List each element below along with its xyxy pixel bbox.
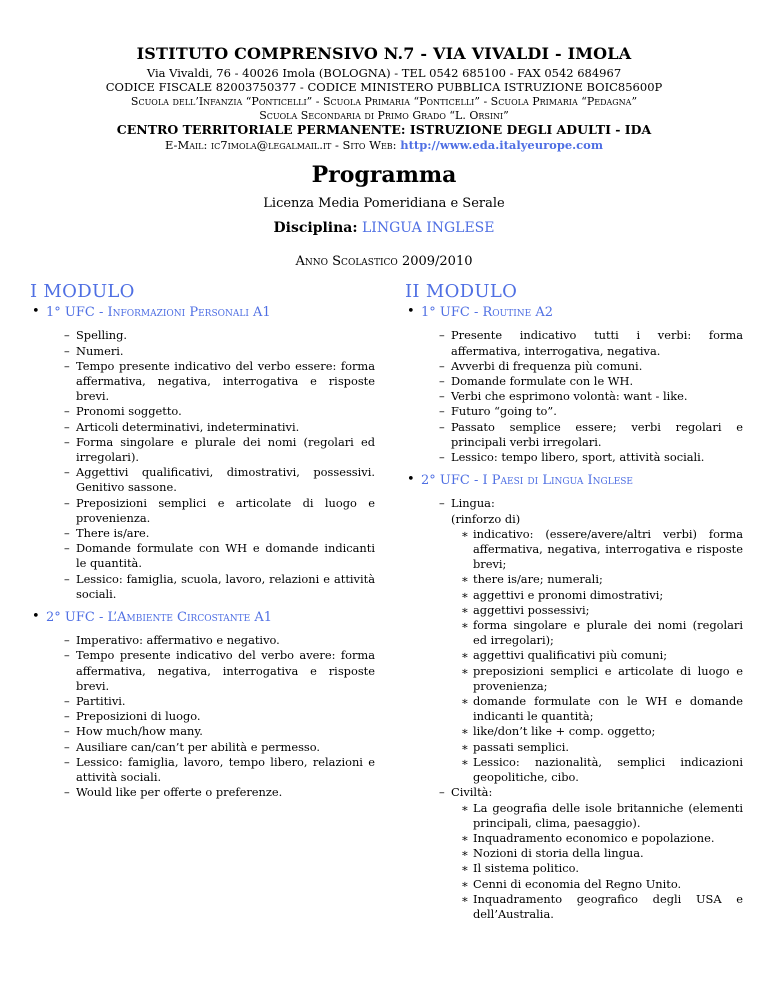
list-item: – Futuro “going to”. <box>439 404 743 419</box>
list-item: – Lessico: famiglia, lavoro, tempo libero, relazioni e attività sociali. <box>64 755 375 785</box>
list-item: ∗ there is/are; numerali; <box>461 572 743 587</box>
list-item: – Domande formulate con WH e domande indicanti le quantità. <box>64 541 375 571</box>
list-item: ∗ Nozioni di storia della lingua. <box>461 846 743 861</box>
list-item: ∗ like/don’t like + comp. oggetto; <box>461 724 743 739</box>
ufc-4-title: • 2° UFC - I Paesi di Lingua Inglese <box>405 473 743 488</box>
school-codes: CODICE FISCALE 82003750377 - CODICE MINISTERO PUBBLICA ISTRUZIONE BOIC85600P <box>105 80 663 94</box>
email-address: ic7imola@legalmail.it <box>211 138 332 152</box>
list-item: – Avverbi di frequenza più comuni. <box>439 359 743 374</box>
list-item: – Presente indicativo tutti i verbi: forma affermativa, interrogativa, negativa. <box>439 328 743 358</box>
civilta-label: – Civiltà: <box>451 785 493 800</box>
civilta-section <box>439 785 743 922</box>
lingua-list <box>461 527 743 785</box>
list-item: – Verbi che esprimono volontà: want - like. <box>439 389 743 404</box>
ufc-1-title: • 1° UFC - Informazioni Personali A1 <box>30 305 375 320</box>
module-1-column <box>30 281 375 809</box>
list-item: – Preposizioni semplici e articolate di luogo e provenienza. <box>64 496 375 526</box>
ufc-3-title: • 1° UFC - Routine A2 <box>405 305 743 320</box>
contact-line <box>0 138 768 153</box>
list-item: ∗ Inquadramento geografico degli USA e dell’Australia. <box>461 892 743 922</box>
list-item: – How much/how many. <box>64 724 375 739</box>
discipline-line <box>0 220 768 236</box>
list-item: ∗ preposizioni semplici e articolate di luogo e provenienza; <box>461 664 743 694</box>
lingua-sublabel: (rinforzo di) <box>451 511 521 526</box>
school-year-value: 2009/2010 <box>401 254 473 269</box>
list-item: – Tempo presente indicativo del verbo essere: forma affermativa, negativa, interrogativa e risposte brevi. <box>64 359 375 405</box>
school-year-label: Anno Scolastico <box>295 254 398 269</box>
school-year-line <box>0 254 768 269</box>
list-item: ∗ passati semplici. <box>461 740 743 755</box>
email-label: E-Mail: <box>164 138 208 152</box>
list-item: ∗ Cenni di economia del Regno Unito. <box>461 877 743 892</box>
list-item: – Preposizioni di luogo. <box>64 709 375 724</box>
list-item: ∗ indicativo: (essere/avere/altri verbi) forma affermativa, negativa, interrogativa e risposte brevi; <box>461 527 743 573</box>
web-link[interactable]: http://www.eda.italyeurope.com <box>400 138 604 152</box>
lingua-label: – Lingua: <box>451 496 495 511</box>
list-item: – Domande formulate con le WH. <box>439 374 743 389</box>
list-item: ∗ forma singolare e plurale dei nomi (regolari ed irregolari); <box>461 618 743 648</box>
lingua-section <box>439 496 743 785</box>
list-item: – Pronomi soggetto. <box>64 404 375 419</box>
school-list-line-2: Scuola Secondaria di Primo Grado “L. Orsini” <box>259 109 509 122</box>
list-item: ∗ domande formulate con le WH e domande indicanti le quantità; <box>461 694 743 724</box>
ufc-3-list <box>439 328 743 465</box>
discipline-value: LINGUA INGLESE <box>362 220 495 236</box>
list-item: – Lessico: tempo libero, sport, attività sociali. <box>439 450 743 465</box>
list-item: – There is/are. <box>64 526 375 541</box>
list-item: – Spelling. <box>64 328 375 343</box>
list-item: – Numeri. <box>64 344 375 359</box>
list-item: – Forma singolare e plurale dei nomi (regolari ed irregolari). <box>64 435 375 465</box>
module-2-title: II MODULO <box>405 281 518 302</box>
school-address: Via Vivaldi, 76 - 40026 Imola (BOLOGNA) - TEL 0542 685100 - FAX 0542 684967 <box>146 66 622 80</box>
list-item: – Ausiliare can/can’t per abilità e permesso. <box>64 740 375 755</box>
list-item: ∗ aggettivi qualificativi più comuni; <box>461 648 743 663</box>
list-item: ∗ aggettivi e pronomi dimostrativi; <box>461 588 743 603</box>
school-name: ISTITUTO COMPRENSIVO N.7 - VIA VIVALDI - IMOLA <box>136 44 632 63</box>
list-item: ∗ Inquadramento economico e popolazione. <box>461 831 743 846</box>
ufc-2-title: • 2° UFC - L’Ambiente Circostante A1 <box>30 610 375 625</box>
module-2-column <box>405 281 743 930</box>
list-item: – Passato semplice essere; verbi regolari e principali verbi irregolari. <box>439 420 743 450</box>
school-list-line-1: Scuola dell’Infanzia “Ponticelli” - Scuola Primaria “Ponticelli” - Scuola Primaria “Pedagna” <box>130 95 638 108</box>
list-item: – Articoli determinativi, indeterminativi. <box>64 420 375 435</box>
civilta-list <box>461 801 743 923</box>
list-item: ∗ La geografia delle isole britanniche (elementi principali, clima, paesaggio). <box>461 801 743 831</box>
list-item: ∗ aggettivi possessivi; <box>461 603 743 618</box>
list-item: ∗ Il sistema politico. <box>461 861 743 876</box>
list-item: – Tempo presente indicativo del verbo avere: forma affermativa, negativa, interrogativa e risposte brevi. <box>64 648 375 694</box>
list-item: ∗ Lessico: nazionalità, semplici indicazioni geopolitiche, cibo. <box>461 755 743 785</box>
discipline-label: Disciplina: <box>273 220 358 236</box>
ufc-4-list <box>439 496 743 922</box>
page-subtitle: Licenza Media Pomeridiana e Serale <box>263 196 505 211</box>
web-label: - Sito Web: <box>335 138 397 152</box>
list-item: – Aggettivi qualificativi, dimostrativi, possessivi. Genitivo sassone. <box>64 465 375 495</box>
ufc-1-list <box>64 328 375 602</box>
ufc-2-list <box>64 633 375 800</box>
list-item: – Lessico: famiglia, scuola, lavoro, relazioni e attività sociali. <box>64 572 375 602</box>
list-item: – Imperativo: affermativo e negativo. <box>64 633 375 648</box>
centre-name: CENTRO TERRITORIALE PERMANENTE: ISTRUZIONE DEGLI ADULTI - IDA <box>116 122 652 137</box>
list-item: – Would like per offerte o preferenze. <box>64 785 375 800</box>
list-item: – Partitivi. <box>64 694 375 709</box>
module-1-title: I MODULO <box>30 281 135 302</box>
page-title: Programma <box>311 162 457 188</box>
